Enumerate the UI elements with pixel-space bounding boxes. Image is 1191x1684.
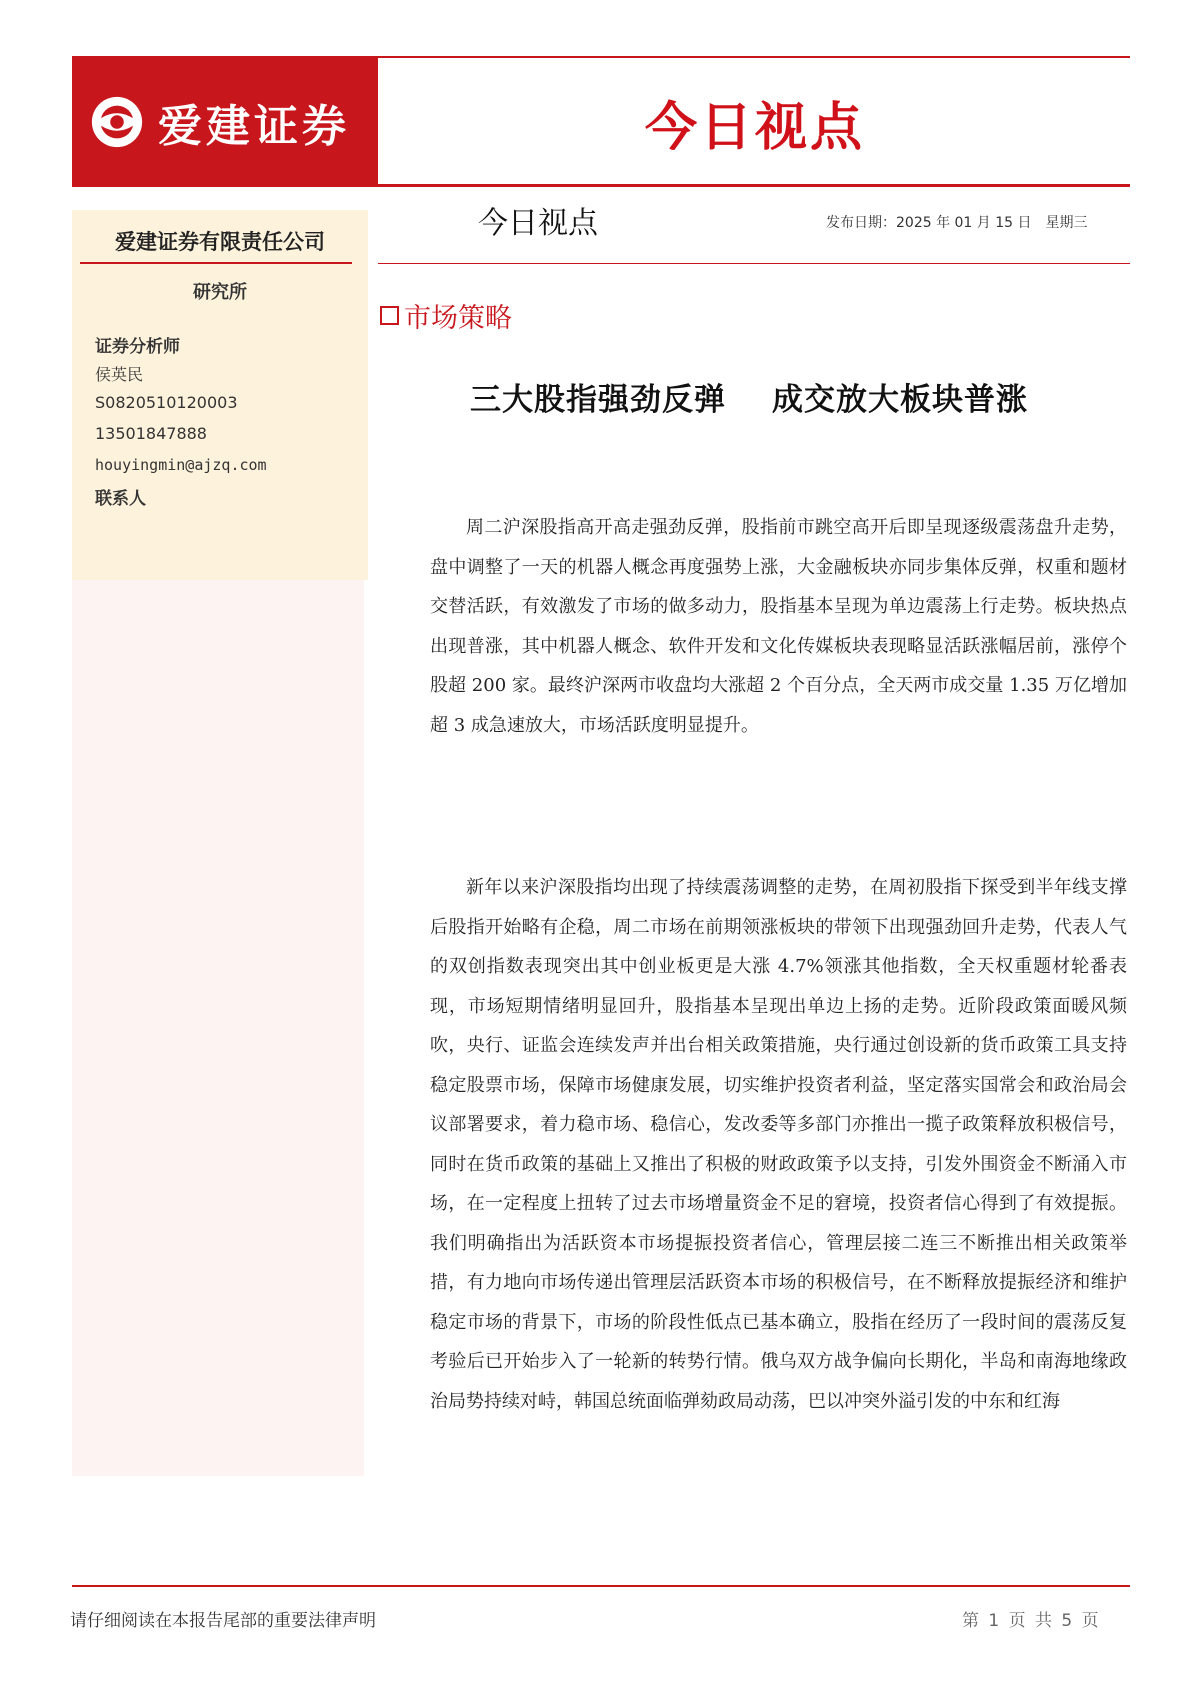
footer-rule: [72, 1585, 1130, 1587]
brand-logo: [72, 58, 378, 186]
subheader-rule: [378, 263, 1130, 264]
sidebar-lower-panel: [72, 580, 364, 1476]
article-paragraph-2: 新年以来沪深股指均出现了持续震荡调整的走势，在周初股指下探受到半年线支撑后股指开始略有企稳，周二市场在前期领涨板块的带领下出现强劲回升走势，代表人气的双创指数表现突出其中创业板更是大涨 4.7%领涨其他指数，全天权重题材轮番表现，市场短期情绪明显回升，股指基本呈现出单边上扬的走势。近阶段政策面暖风频吹，央行、证监会连续发声并出台相关政策措施，央行通过创设新的货币政策工具支持稳定股票市场，保障市场健康发展，切实维护投资者利益，坚定落实国常会和政治局会议部署要求，着力稳市场、稳信心，发改委等多部门亦推出一揽子政策释放积极信号，同时在货币政策的基础上又推出了积极的财政政策予以支持，引发外围资金不断涌入市场，在一定程度上扭转了过去市场增量资金不足的窘境，投资者信心得到了有效提振。我们明确指出为活跃资本市场提振投资者信心，管理层接二连三不断推出相关政策举措，有力地向市场传递出管理层活跃资本市场的积极信号，在不断释放提振经济和维护稳定市场的背景下，市场的阶段性低点已基本确立，股指在经历了一段时间的震荡反复考验后已开始步入了一轮新的转势行情。俄乌双方战争偏向长期化，半岛和南海地缘政治局势持续对峙，韩国总统面临弹劾政局动荡，巴以冲突外溢引发的中东和红海: [430, 877, 1127, 1412]
company-name: 爱建证券有限责任公司: [115, 230, 325, 254]
analyst-name: 侯英民: [95, 365, 144, 384]
article-paragraph-1: 周二沪深股指高开高走强劲反弹，股指前市跳空高开后即呈现逐级震荡盘升走势，盘中调整了一天的机器人概念再度强势上涨，大金融板块亦同步集体反弹，权重和题材交替活跃，有效激发了市场的做多动力，股指基本呈现为单边震荡上行走势。板块热点出现普涨，其中机器人概念、软件开发和文化传媒板块表现略显活跃涨幅居前，涨停个股超 200 家。最终沪深两市收盘均大涨超 2 个百分点，全天两市成交量 1.35 万亿增加超 3 成急速放大，市场活跃度明显提升。: [430, 517, 1127, 736]
headline-part-1: 三大股指强劲反弹: [470, 382, 726, 418]
analyst-email[interactable]: houyingmin@ajzq.com: [95, 456, 267, 474]
analyst-license: S0820510120003: [95, 393, 238, 412]
brand-logo-icon: [88, 93, 146, 151]
analyst-label: 证券分析师: [95, 337, 180, 357]
header-title: 今日视点: [644, 97, 865, 158]
header-rule: [72, 184, 1130, 187]
section-title: 市场策略: [404, 303, 512, 334]
institute-name: 研究所: [193, 282, 247, 303]
brand-name: 爱建证券: [158, 101, 350, 152]
headline-part-2: 成交放大板块普涨: [772, 382, 1028, 418]
analyst-phone: 13501847888: [95, 424, 207, 443]
contact-label: 联系人: [95, 489, 146, 509]
publish-date: 发布日期：2025 年 01 月 15 日 星期三: [826, 215, 1088, 231]
company-rule: [80, 262, 352, 264]
report-title: 今日视点: [478, 206, 598, 241]
page-number: 第 1 页 共 5 页: [962, 1611, 1101, 1631]
legal-disclaimer: 请仔细阅读在本报告尾部的重要法律声明: [70, 1611, 376, 1631]
article-headline: [470, 374, 1028, 419]
checkbox-icon: [380, 306, 399, 325]
section-heading: [380, 296, 512, 335]
